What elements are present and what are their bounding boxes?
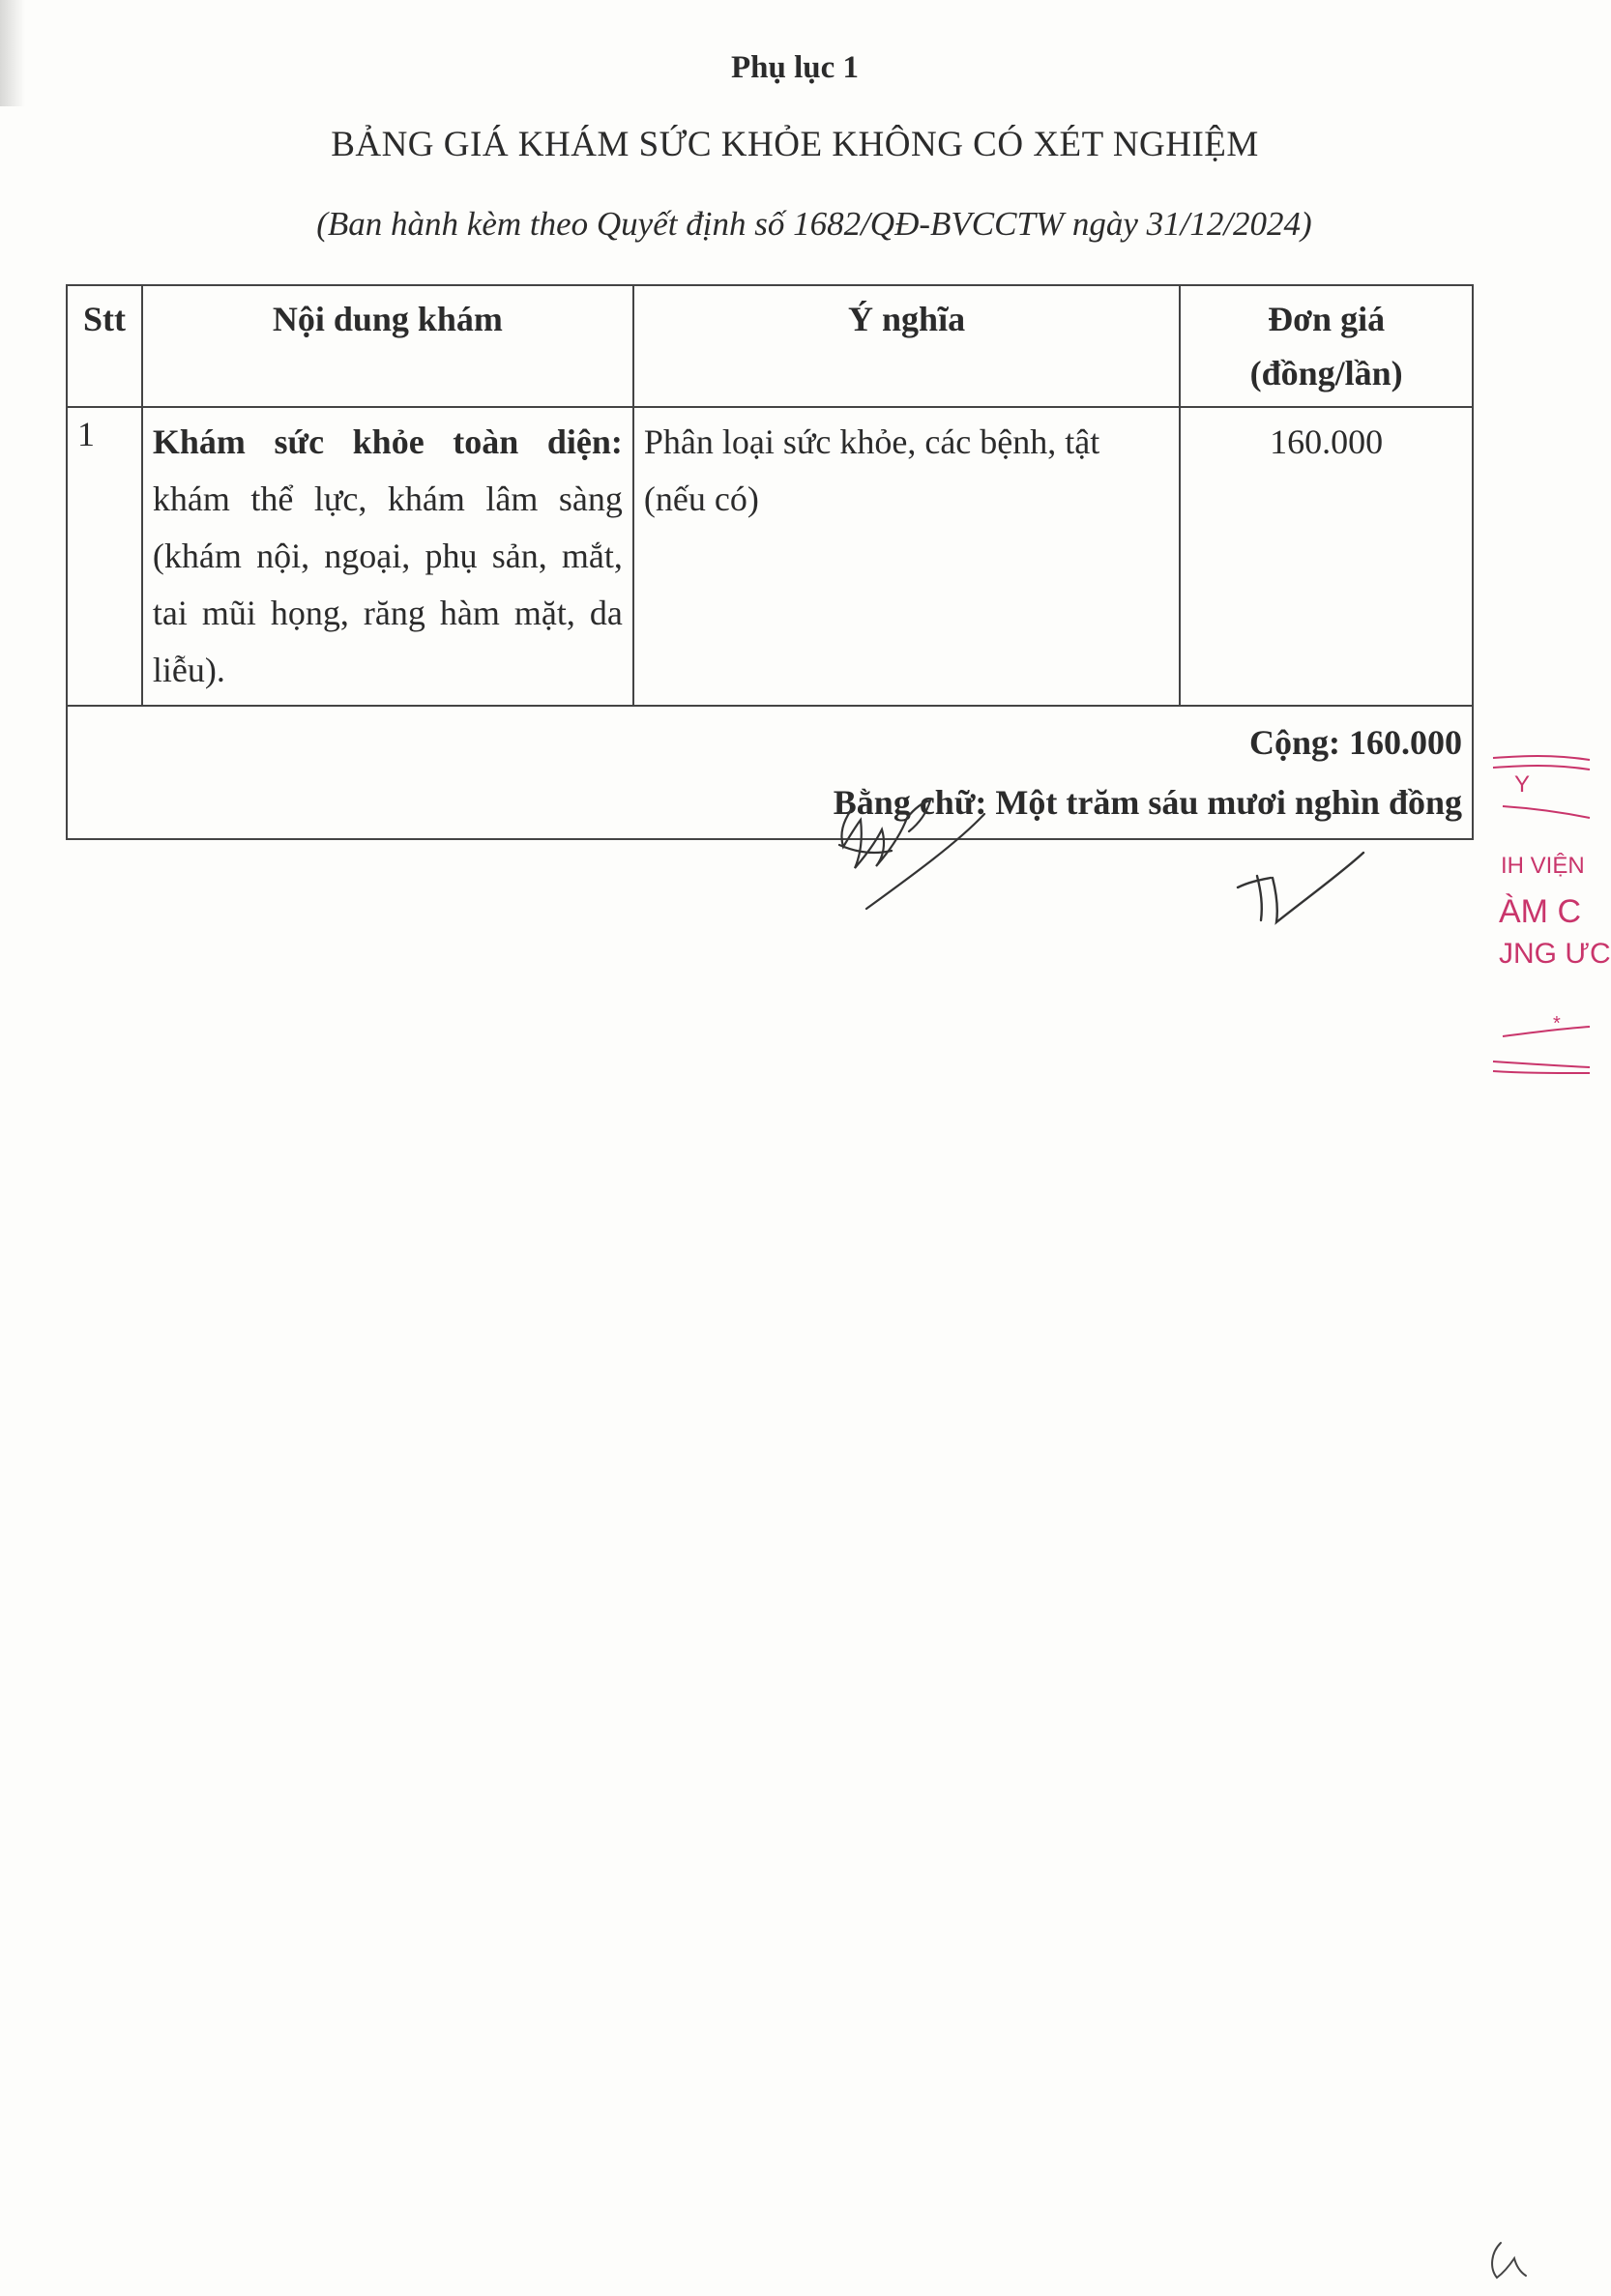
document-title: BẢNG GIÁ KHÁM SỨC KHỎE KHÔNG CÓ XÉT NGHIỆM xyxy=(331,125,1259,164)
total-in-words: Bằng chữ: Một trăm sáu mươi nghìn đồng xyxy=(833,783,1462,822)
header-meaning: Ý nghĩa xyxy=(633,285,1180,407)
stamp-text-5: * xyxy=(1553,1013,1561,1034)
total-amount: Cộng: 160.000 xyxy=(1248,723,1462,762)
stamp-text-4: JNG ƯC xyxy=(1499,938,1611,970)
header-stt: Stt xyxy=(67,285,142,407)
signatures xyxy=(0,0,1590,1063)
appendix-label: Phụ lục 1 xyxy=(730,50,860,85)
header-price-line2: (đồng/lần) xyxy=(1249,354,1403,392)
row-content-rest: khám thể lực, khám lâm sàng (khám nội, ngoại, phụ sản, mắt, tai mũi họng, răng hàm mặt, da liễu). xyxy=(152,480,623,689)
row-content-bold: Khám sức khỏe toàn diện: xyxy=(152,422,623,461)
row-meaning: Phân loại sức khỏe, các bệnh, tật (nếu có) xyxy=(633,407,1180,706)
signature-left xyxy=(839,800,984,909)
stamp-text-1: Y xyxy=(1514,771,1531,798)
corner-initial-mark xyxy=(1479,2223,1538,2291)
header-price-line1: Đơn giá xyxy=(1268,300,1386,338)
signature-right xyxy=(1238,853,1363,922)
stamp-text-2: IH VIỆN xyxy=(1501,853,1585,879)
header-content: Nội dung khám xyxy=(142,285,633,407)
row-price: 160.000 xyxy=(1180,407,1473,706)
stamp-text-3: ÀM C xyxy=(1499,893,1581,930)
document-subtitle: (Ban hành kèm theo Quyết định số 1682/QĐ-BVCCTW ngày 31/12/2024) xyxy=(316,205,1312,243)
row-stt: 1 xyxy=(67,407,142,706)
red-stamp-fragment xyxy=(1493,754,1611,1073)
